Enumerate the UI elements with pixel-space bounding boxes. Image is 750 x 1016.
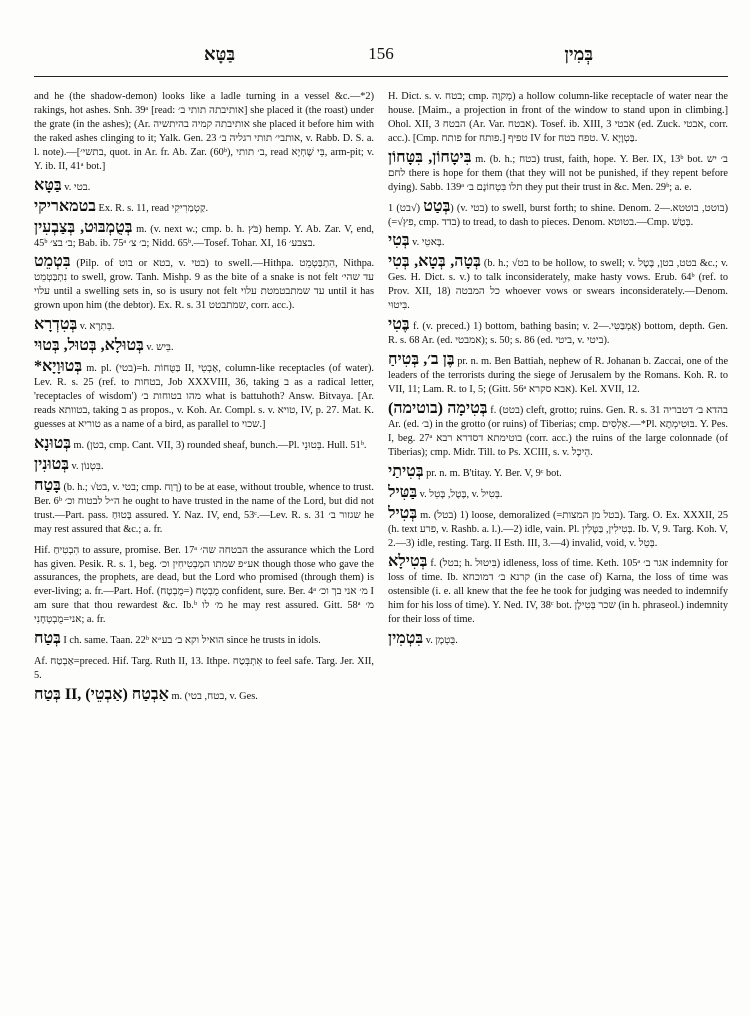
- entry-headword: בְּטוּנִין: [34, 455, 69, 473]
- entry: [388, 198, 728, 230]
- entry: [34, 456, 374, 474]
- entry: [34, 253, 374, 313]
- entry-text: (√בט) 1) (v. בטי) to swell, burst forth; to shine. Denom. בוטט, בוטטא.—2) (=√פץ, cmp. בדד) to tread, to dash to pieces. Denom. בטוטא.—Cmp. בְּטַשׁ.: [388, 202, 728, 228]
- entry-headword: בַּטִּיל: [388, 483, 418, 501]
- entry: [388, 505, 728, 551]
- entry-text: pr. n. m. B'titay. Y. Ber. V, 9ᶜ bot.: [426, 467, 562, 479]
- entry-headword: בטמאריקי: [34, 197, 96, 215]
- entry-text: v. בָּאטֵי.: [412, 237, 445, 249]
- entry-text: f. (v. preced.) 1) bottom, bathing basin; v. אַמְבַּטִּי.—2) bottom, depth. Gen. R. s. 68 Ar. (ed. אמבטי); s. 50; s. 86 (ed. ביטי, v. ביטי).: [388, 321, 728, 347]
- running-header: [34, 44, 728, 70]
- entry-headword: בַּטָּא: [34, 176, 62, 194]
- entry-text: f. (בטל; h. בִּיטוּל) idleness, loss of time. Keth. 105ᵃ אגר ב׳ indemnity for loss of time. Ib. קרנא ב׳ דמוכחא (in the case of) Karna, the loss of time was ostensible (i. e. all knew that the fee he took for judging was needed to indemnify him for his loss of time). Y. Ned. IV, 38ᶜ bot. שכר בְּטִילָן (in h. phraseol.) indemnity for their loss of time.: [388, 558, 728, 626]
- entry: [34, 540, 374, 628]
- entry-headword: בָּטַח: [34, 476, 61, 494]
- entry: [34, 198, 374, 216]
- entry-text: Hif. הִבְטִיחַ to assure, promise. Ber. 17ᵃ הבטחה שה׳ the assurance which the Lord has given. Pesik. R. s. 1, beg. אע״פ שמתו המַבְטִיחִין וכ׳ though those who gave the assurances, the prophets, are dead, but the Lord who promised (through them) is ever-living; a. fr.—Part. Hof. מֻבְטָח (=מֻבְטָח) confident, sure. Ber. 4ᵃ מ׳ אני בך וכ׳ I am sure that thou rewardest &c. Ib.ᵇ מ׳ לו he may rest assured. Gitt. 58ᵃ מ׳ אני=מֻבְטְחָנִי; a. fr.: [34, 544, 374, 626]
- entry: [388, 484, 728, 502]
- entry-headword: בִּטְמִין: [388, 630, 424, 648]
- entry-text: v. בטי.: [64, 181, 91, 193]
- entry-headword: בִּטְמֵט: [34, 253, 71, 271]
- entry: [34, 358, 374, 432]
- entry-text: pr. n. m. Ben Battiah, nephew of R. Johanan b. Zaccai, one of the leaders of the terrorists during the siege of Jerusalem by the Romans. Koh. R. to VII, 11; Lam. R. to I, 5; (Gitt. 56ᵃ אבא סקרא). Kel. XVII, 12.: [388, 356, 728, 395]
- entry-headword: בְּטַט: [423, 197, 451, 215]
- entry: [34, 651, 374, 683]
- entry: [34, 435, 374, 453]
- entry-headword: בְּטִי: [388, 232, 410, 250]
- entry-text: m. (בטל) 1) loose, demoralized (=בטל מן המצות). Targ. O. Ex. XXXII, 25 (h. text פרע, v. Rashb. a. l.).—2) idle, vain. Pl. בְּטִילִין, בַּטָּלִין. Ib. V, 9. Targ. Koh. V, 2.—3) idle, resting. Targ. II Esth. III, 3.—4) invalid, void, v. בְּטֵל.: [388, 509, 728, 549]
- entry: [34, 219, 374, 251]
- entry-text: Ex. R. s. 11, read קַטְמַרִיקִי.: [98, 202, 209, 214]
- entry: [388, 463, 728, 481]
- entry-text: f. (בטט) cleft, grotto; ruins. Gen. R. s. 31 בהדא ב׳ דטבריה Ar. (ed. ב׳) in the grotto (or ruins) of Tiberias; cmp. אַלְסִים.—*Pl. בּוּטִימְתָא. Y. Pes. I, beg. 27ᵃ בוטימתא דסדרא רבא (corr. acc.) the ruins of the large colonnade (of Tiberias); cmp. Midr. Till. to Ps. XCIII, s. v. הֵיכָל.: [388, 404, 728, 458]
- entry: [34, 316, 374, 334]
- entry-headword: *בְּטוּוָיָא: [34, 358, 83, 376]
- entry-headword: בְּטֻמְבּוּט, בְּצַבְעִין: [34, 218, 133, 236]
- entry-headword: בְּטִילָא: [388, 553, 428, 571]
- entry-text: m. (b. h.; בטח) trust, faith, hope. Y. Ber. IX, 13ᵇ bot. ב׳ יש לחם there is hope for them (that they will not be punished, if they repent before dying). Sabb. 139ᵃ תלו בִּטְחוֹנָם ב׳ they put their trust in &c. Men. 29ᵇ; a. e.: [388, 153, 728, 193]
- entry-headword: בְּטִיל: [388, 504, 418, 522]
- entry-text: H. Dict. s. v. בטח; cmp. מְקוֶה) a hollow column-like receptacle of water near the house. [Maim., a projection in front of the window to stand upon in climbing.] Ohol. XII, 3 הבטח (Ar. Var. אבטח). Tosef. ib. XIII, 3 אבטי (ed. Zuck. אבטי, corr. acc.). [Cmp. פותח for פותח.] טפיף IV for טפח בטח. V. בַּטְוָיָא.: [388, 91, 728, 144]
- two-column-body: [34, 86, 728, 996]
- entry-text: m. (בטח, בטי, v. Ges.: [171, 690, 258, 702]
- entry-headword: בְּטִימָה (בוטימה): [388, 399, 488, 417]
- entry: [34, 177, 374, 195]
- entry-headword: בְּטוּלָא, בְּטוּל, בְּטוּי: [34, 337, 144, 355]
- entry: [34, 686, 374, 704]
- entry-headword: בֶּטִי: [388, 316, 410, 334]
- entry-headword: בֶּן ב׳, בְּטִיחַ: [388, 351, 455, 369]
- entry-text: and he (the shadow-demon) looks like a ladle turning in a vessel &c.—*2) rakings, hot ashes. Snh. 39ᵃ [read: אותיבתה תותי ב׳] she placed it (the roast) under the grate (in the ashes); (Ar. אותיבתה קמיה בהיתשיה she placed it before him with the raked ashes clinging to it; Yalk. Gen. 23 אותבי׳ תותי רגליה ב׳, v. Rabb. D. S. a. l. note).—[בתשי׳, quot. in Ar. fr. Ab. Zar. (60ᵇ), ב׳ תותי, read בֵּי שֶׁחְיָא, arm-pit; v. Y. ib. II, 41ᵃ bot.]: [34, 91, 374, 172]
- entry-headword: בְּטִדְרָא: [34, 316, 78, 334]
- entry-headword: בִּיטָחוֹן, בִּטָּחוֹן: [388, 148, 472, 166]
- entry-headword: בְּטָה, בְּטָא, בְּטִי: [388, 253, 481, 271]
- entry: [388, 316, 728, 348]
- entry: [388, 149, 728, 195]
- entry-text: m. (v. next w.; cmp. b. h. בֹּץ) hemp. Y. Ab. Zar. V, end, 45ᵇ ב׳ בצ׳; Bab. ib. 75ᵃ ב׳ צ׳; Nidd. 65ᵇ.—Tosef. Tohar. XI, 16 בצבע׳.: [34, 223, 374, 249]
- entry-text: (b. h.; √בט to be hollow, to swell; v. בטט, בטן, בֶּטֶל &c.; v. Ges. H. Dict. s. v.) to talk inconsiderately, make hasty vows. Erub. 64ᵇ (ref. to Prov. XII, 18) כל המבטה whoever vows or swears inconsiderately.—Denom. בִּיטוּי.: [388, 258, 728, 312]
- entry: [34, 630, 374, 648]
- entry-headword: בְּטוּנָא: [34, 434, 71, 452]
- header-right-word: בְּמִין: [564, 44, 593, 64]
- entry-text: Af. אַבְטַח=preced. Hif. Targ. Ruth II, 13. Ithpe. אִתְבְּטַח to feel safe. Targ. Jer. XII, 5.: [34, 656, 374, 682]
- entry-text: I ch. same. Taan. 22ᵇ הואיל וקא ב׳ בע״א since he trusts in idols.: [63, 635, 321, 647]
- entry-text: v. בֵּיש.: [146, 342, 174, 354]
- entry: [388, 553, 728, 627]
- entry-text: v. בֶּטֶל, בָּטֵל, v. בְּטִיל.: [419, 488, 503, 500]
- entry-text: v. בֻּטְמָן.: [425, 635, 458, 647]
- entry-text: m. pl. (בטי)=h. בַּטֻּחוֹת II, אַבְטֵי, column-like receptacles (of water). Lev. R. s. 25 (ref. to בטחות, Job XXXVIII, 36, taking ב as a radical letter, 'receptacles of wisdom') מהו בטוחות ב׳ what is battuhoth? Answ. Bitvaya. [Ar. reads בטוותא, taking ב as propos., v. Koh. Ar. Compl. s. v. טויא, IV, p. 27. Mat. K. guesses at טוריא as a name of a bird, as parallel to שכוי.]: [34, 363, 374, 430]
- right-column: [388, 86, 728, 996]
- entry-text: v. בְּתִרָא.: [79, 321, 115, 333]
- header-left-word: בַּטָּא: [204, 44, 236, 64]
- left-column: [34, 86, 374, 996]
- entry-text: (Pilp. of בוט or בטא, v. בטי) to swell.—Hithpa. הִתְבַּטְמֵט, Nithpa. נִתְבַּטְמֵט to swell, grow. Tanh. Mishp. 9 as the bite of a snake is not felt עד שהי׳ עלוי until a swelling sets in, so is usury not felt עד שמתבטמטת עלוי until it has grown upon him (the debtor). Ex. R. s. 31 שמתבטט, corr. acc.).: [34, 258, 374, 312]
- entry: [388, 400, 728, 460]
- entry-text: (b. h.; √בט, v. בטי; cmp. רָוַח) to be at ease, without trouble, whence to trust. Ber. 6ᵇ ה״ל לבטוח וכ׳ he ought to have trusted in the name of the Lord, but did not trust.—Part. pass. בָּטוּחַ assured. Y. Naz. IV, end, 53ᶜ.—Lev. R. s. 31 שגזור ב׳ he may rest assured that &c.; a. fr.: [34, 481, 374, 535]
- page-number: 156: [368, 44, 394, 63]
- entry: [388, 232, 728, 250]
- entry: [34, 337, 374, 355]
- entry: [34, 86, 374, 174]
- entry-headword: בְּטַח II, אַבְטַח (אַבְטֵי): [34, 685, 169, 703]
- entry: [388, 351, 728, 397]
- entry: [388, 630, 728, 648]
- entry-text: v. בִּטְנוֹן.: [71, 460, 104, 472]
- entry-headword: בְּטִיתַי: [388, 462, 424, 480]
- header-rule: [34, 76, 728, 77]
- entry: [388, 86, 728, 146]
- entry: [388, 253, 728, 313]
- entry-headword: בְּטַח: [34, 630, 61, 648]
- entry: [34, 477, 374, 537]
- entry-text: m. (בטן, cmp. Cant. VII, 3) rounded sheaf, bunch.—Pl. בְּטוּנֵי. Hull. 51ᵇ.: [73, 439, 367, 451]
